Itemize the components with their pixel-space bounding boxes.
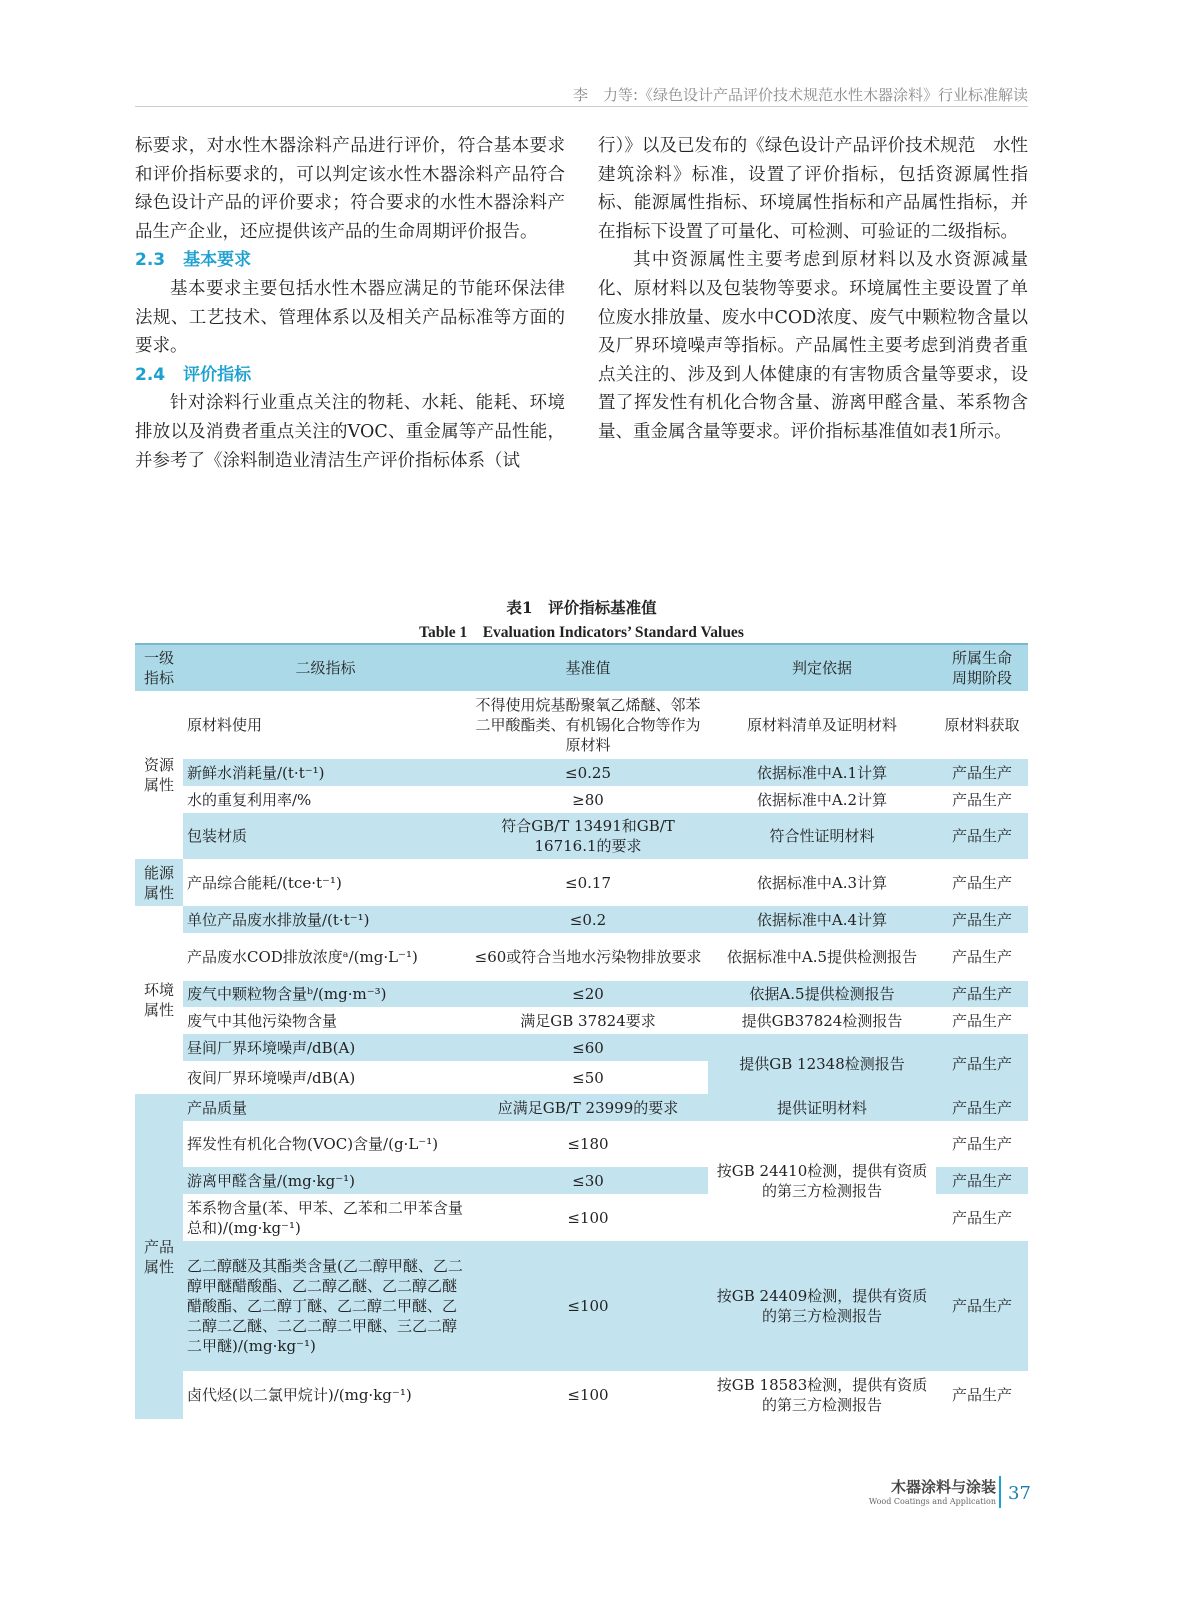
section-number: 2.3	[135, 250, 166, 271]
paragraph: 针对涂料行业重点关注的物耗、水耗、能耗、环境排放以及消费者重点关注的VOC、重金属等产品性能，并参考了《涂料制造业清洁生产评价指标体系（试	[135, 393, 565, 471]
section-heading-2-3	[135, 246, 565, 275]
lifecycle-stage-cell: 产品生产	[936, 933, 1028, 981]
indicator-cell: 产品废水COD排放浓度ᵃ/(mg·L⁻¹)	[183, 933, 468, 981]
indicator-cell: 废气中颗粒物含量ᵇ/(mg·m⁻³)	[183, 981, 468, 1007]
right-column	[598, 132, 1028, 447]
table-caption-en: Table 1 Evaluation Indicators’ Standard Values	[419, 624, 744, 641]
left-column	[135, 132, 565, 475]
indicator-cell: 原材料使用	[183, 691, 468, 759]
basis-cell: 符合性证明材料	[708, 813, 936, 859]
column-header: 基准值	[468, 644, 708, 691]
lifecycle-stage-cell: 产品生产	[936, 1194, 1028, 1241]
basis-cell: 依据标准中A.2计算	[708, 786, 936, 813]
lifecycle-stage-cell: 原材料获取	[936, 691, 1028, 759]
indicator-cell: 夜间厂界环境噪声/dB(A)	[183, 1061, 468, 1094]
indicator-cell: 卤代烃(以二氯甲烷计)/(mg·kg⁻¹)	[183, 1371, 468, 1419]
standard-value-cell: ≤0.25	[468, 759, 708, 786]
standard-value-cell: ≤50	[468, 1061, 708, 1094]
table-row	[135, 1371, 1028, 1419]
journal-name-en: Wood Coatings and Application	[868, 1497, 996, 1506]
group-cell: 产品属性	[135, 1094, 183, 1419]
paragraph: 其中资源属性主要考虑到原材料以及水资源减量化、原材料以及包装物等要求。环境属性主要设置了单位废水排放量、废水中COD浓度、废气中颗粒物含量以及厂界环境噪声等指标。产品属性主要考虑到消费者重点关注的、涉及到人体健康的有害物质含量等要求，设置了挥发性有机化合物含量、游离甲醛含量、苯系物含量、重金属含量等要求。评价指标基准值如表1所示。	[598, 250, 1028, 442]
table-row	[135, 813, 1028, 859]
indicator-cell: 苯系物含量(苯、甲苯、乙苯和二甲苯含量总和)/(mg·kg⁻¹)	[183, 1194, 468, 1241]
basis-cell: 依据标准中A.1计算	[708, 759, 936, 786]
column-header: 判定依据	[708, 644, 936, 691]
section-heading-2-4	[135, 361, 565, 390]
indicator-cell: 新鲜水消耗量/(t·t⁻¹)	[183, 759, 468, 786]
standard-value-cell: ≤0.17	[468, 859, 708, 906]
table-row	[135, 1034, 1028, 1061]
standard-value-cell: ≤30	[468, 1167, 708, 1194]
lifecycle-stage-cell: 产品生产	[936, 813, 1028, 859]
basis-cell: 按GB 24409检测，提供有资质的第三方检测报告	[708, 1241, 936, 1371]
standard-value-cell: ≤60或符合当地水污染物排放要求	[468, 933, 708, 981]
lifecycle-stage-cell: 产品生产	[936, 1241, 1028, 1371]
table-row	[135, 1241, 1028, 1371]
indicator-cell: 废气中其他污染物含量	[183, 1007, 468, 1034]
standard-value-cell: 应满足GB/T 23999的要求	[468, 1094, 708, 1121]
standard-value-cell: ≤180	[468, 1121, 708, 1167]
basis-cell: 原材料清单及证明材料	[708, 691, 936, 759]
indicator-cell: 挥发性有机化合物(VOC)含量/(g·L⁻¹)	[183, 1121, 468, 1167]
section-title: 基本要求	[183, 250, 252, 271]
indicator-cell: 昼间厂界环境噪声/dB(A)	[183, 1034, 468, 1061]
indicator-cell: 包装材质	[183, 813, 468, 859]
indicator-cell: 产品质量	[183, 1094, 468, 1121]
basis-cell: 依据标准中A.3计算	[708, 859, 936, 906]
standard-value-cell: ≤60	[468, 1034, 708, 1061]
table-caption-zh: 表1 评价指标基准值	[506, 598, 657, 617]
standard-value-cell: ≤0.2	[468, 906, 708, 933]
table-row	[135, 1094, 1028, 1121]
standard-value-cell: 符合GB/T 13491和GB/T 16716.1的要求	[468, 813, 708, 859]
standard-value-cell: ≤100	[468, 1371, 708, 1419]
column-header: 一级指标	[135, 644, 183, 691]
lifecycle-stage-cell: 产品生产	[936, 1007, 1028, 1034]
lifecycle-stage-cell: 产品生产	[936, 1167, 1028, 1194]
section-title: 评价指标	[183, 364, 252, 385]
basis-cell: 依据标准中A.4计算	[708, 906, 936, 933]
paragraph: 基本要求主要包括水性木器应满足的节能环保法律法规、工艺技术、管理体系以及相关产品标准等方面的要求。	[135, 278, 565, 357]
lifecycle-stage-cell: 产品生产	[936, 859, 1028, 906]
lifecycle-stage-cell: 产品生产	[936, 1121, 1028, 1167]
lifecycle-stage-cell: 产品生产	[936, 906, 1028, 933]
lifecycle-stage-cell: 产品生产	[936, 1371, 1028, 1419]
lifecycle-stage-cell: 产品生产	[936, 981, 1028, 1007]
basis-cell: 提供证明材料	[708, 1094, 936, 1121]
standard-value-cell: ≤20	[468, 981, 708, 1007]
lifecycle-stage-cell: 产品生产	[936, 786, 1028, 813]
standard-value-cell: ≤100	[468, 1194, 708, 1241]
table-row	[135, 1007, 1028, 1034]
basis-cell: 按GB 24410检测，提供有资质的第三方检测报告	[708, 1121, 936, 1241]
evaluation-table	[135, 643, 1028, 1419]
indicator-cell: 产品综合能耗/(tce·t⁻¹)	[183, 859, 468, 906]
running-header: 李 力等:《绿色设计产品评价技术规范水性木器涂料》行业标准解读	[572, 86, 1028, 104]
column-header: 所属生命周期阶段	[936, 644, 1028, 691]
paragraph: 标要求，对水性木器涂料产品进行评价，符合基本要求和评价指标要求的，可以判定该水性木器涂料产品符合绿色设计产品的评价要求；符合要求的水性木器涂料产品生产企业，还应提供该产品的生命周期评价报告。	[135, 136, 565, 242]
table-row	[135, 859, 1028, 906]
table-row	[135, 691, 1028, 759]
basis-cell: 按GB 18583检测，提供有资质的第三方检测报告	[708, 1371, 936, 1419]
table-row	[135, 933, 1028, 981]
section-number: 2.4	[135, 364, 166, 385]
table-row	[135, 981, 1028, 1007]
journal-name: 木器涂料与涂装	[890, 1478, 996, 1496]
indicator-cell: 游离甲醛含量/(mg·kg⁻¹)	[183, 1167, 468, 1194]
group-cell: 资源属性	[135, 691, 183, 859]
standard-value-cell: ≥80	[468, 786, 708, 813]
header-rule	[135, 106, 1028, 107]
table-header-row	[135, 644, 1028, 691]
indicator-cell: 乙二醇醚及其酯类含量(乙二醇甲醚、乙二醇甲醚醋酸酯、乙二醇乙醚、乙二醇乙醚醋酸酯、乙二醇丁醚、乙二醇二甲醚、乙二醇二乙醚、二乙二醇二甲醚、三乙二醇二甲醚)/(mg·kg⁻¹)	[183, 1241, 468, 1371]
standard-value-cell: 不得使用烷基酚聚氧乙烯醚、邻苯二甲酸酯类、有机锡化合物等作为原材料	[468, 691, 708, 759]
standard-value-cell: 满足GB 37824要求	[468, 1007, 708, 1034]
table-row	[135, 786, 1028, 813]
table-row	[135, 1121, 1028, 1167]
lifecycle-stage-cell: 产品生产	[936, 759, 1028, 786]
paragraph: 行）》以及已发布的《绿色设计产品评价技术规范 水性建筑涂料》标准，设置了评价指标，包括资源属性指标、能源属性指标、环境属性指标和产品属性指标，并在指标下设置了可量化、可检测、可验证的二级指标。	[598, 136, 1028, 242]
table-row	[135, 759, 1028, 786]
table-row	[135, 906, 1028, 933]
indicator-cell: 单位产品废水排放量/(t·t⁻¹)	[183, 906, 468, 933]
group-cell: 环境属性	[135, 906, 183, 1094]
basis-cell: 依据A.5提供检测报告	[708, 981, 936, 1007]
page-number: 37	[1008, 1483, 1031, 1504]
column-header: 二级指标	[183, 644, 468, 691]
lifecycle-stage-cell: 产品生产	[936, 1094, 1028, 1121]
footer-divider	[999, 1476, 1001, 1508]
lifecycle-stage-cell: 产品生产	[936, 1034, 1028, 1094]
group-cell: 能源属性	[135, 859, 183, 906]
standard-value-cell: ≤100	[468, 1241, 708, 1371]
basis-cell: 提供GB37824检测报告	[708, 1007, 936, 1034]
basis-cell: 依据标准中A.5提供检测报告	[708, 933, 936, 981]
basis-cell: 提供GB 12348检测报告	[708, 1034, 936, 1094]
indicator-cell: 水的重复利用率/%	[183, 786, 468, 813]
